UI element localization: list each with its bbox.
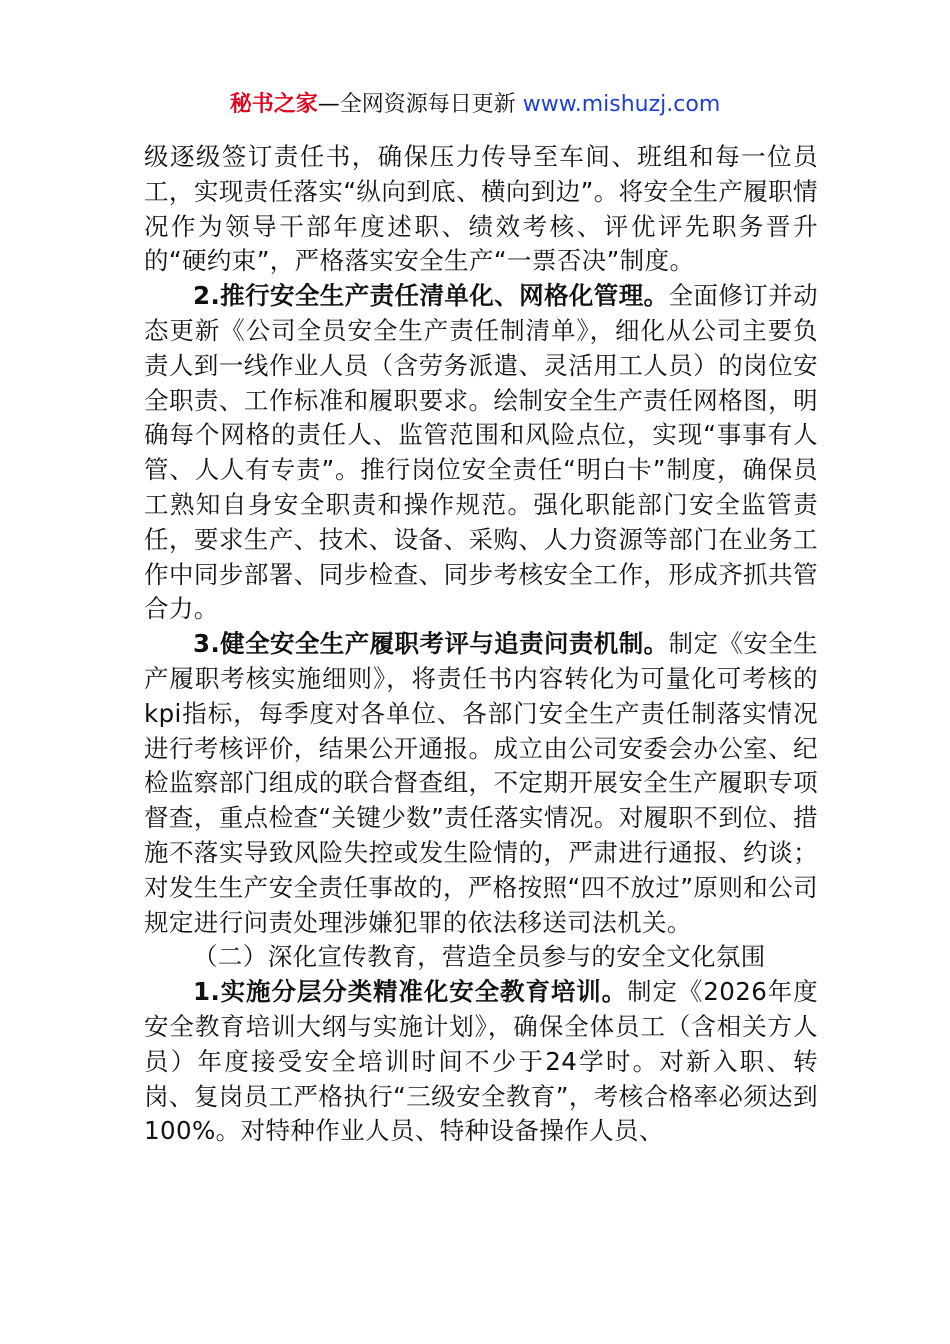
page-header <box>0 88 950 122</box>
paragraph <box>144 627 818 940</box>
paragraph <box>144 279 818 627</box>
section-heading: （二）深化宣传教育，营造全员参与的安全文化氛围 <box>193 942 766 972</box>
paragraph-text: 制定《安全生产履职考核实施细则》，将责任书内容转化为可量化可考核的kpi指标，每季度对各单位、各部门安全生产责任制落实情况进行考核评价，结果公开通报。成立由公司安委会办公室、纪检监察部门组成的联合督查组，不定期开展安全生产履职专项督查，重点检查“关键少数”责任落实情况。对履职不到位、措施不落实导致风险失控或发生险情的，严肃进行通报、约谈；对发生生产安全责任事故的，严格按照“四不放过”原则和公司规定进行问责处理涉嫌犯罪的依法移送司法机关。 <box>144 629 818 937</box>
paragraph-title: 1.实施分层分类精准化安全教育培训。 <box>193 977 628 1007</box>
paragraph-text: 制定《2026年度安全教育培训大纲与实施计划》，确保全体员工（含相关方人员）年度接受安全培训时间不少于24学时。对新入职、转岗、复岗员工严格执行“三级安全教育”，考核合格率必须达到100%。对特种作业人员、特种设备操作人员、 <box>144 977 818 1146</box>
site-tagline: —全网资源每日更新 <box>317 92 516 117</box>
site-url-link[interactable]: www.mishuzj.com <box>522 92 721 117</box>
paragraph-text: 全面修订并动态更新《公司全员安全生产责任制清单》，细化从公司主要负责人到一线作业人员（含劳务派遣、灵活用工人员）的岗位安全职责、工作标准和履职要求。绘制安全生产责任网格图，明确每个网格的责任人、监管范围和风险点位，实现“事事有人管、人人有专责”。推行岗位安全责任“明白卡”制度，确保员工熟知自身安全职责和操作规范。强化职能部门安全监管责任，要求生产、技术、设备、采购、人力资源等部门在业务工作中同步部署、同步检查、同步考核安全工作，形成齐抓共管合力。 <box>144 281 818 624</box>
paragraph-title: 3.健全安全生产履职考评与追责问责机制。 <box>193 629 669 659</box>
site-brand: 秘书之家 <box>229 92 318 117</box>
paragraph-title: 2.推行安全生产责任清单化、网格化管理。 <box>193 281 669 311</box>
paragraph: 级逐级签订责任书，确保压力传导至车间、班组和每一位员工，实现责任落实“纵向到底、横向到边”。将安全生产履职情况作为领导干部年度述职、绩效考核、评优评先职务晋升的“硬约束”，严格落实安全生产“一票否决”制度。 <box>144 142 818 276</box>
paragraph <box>144 975 818 1149</box>
document-body <box>144 140 818 1149</box>
